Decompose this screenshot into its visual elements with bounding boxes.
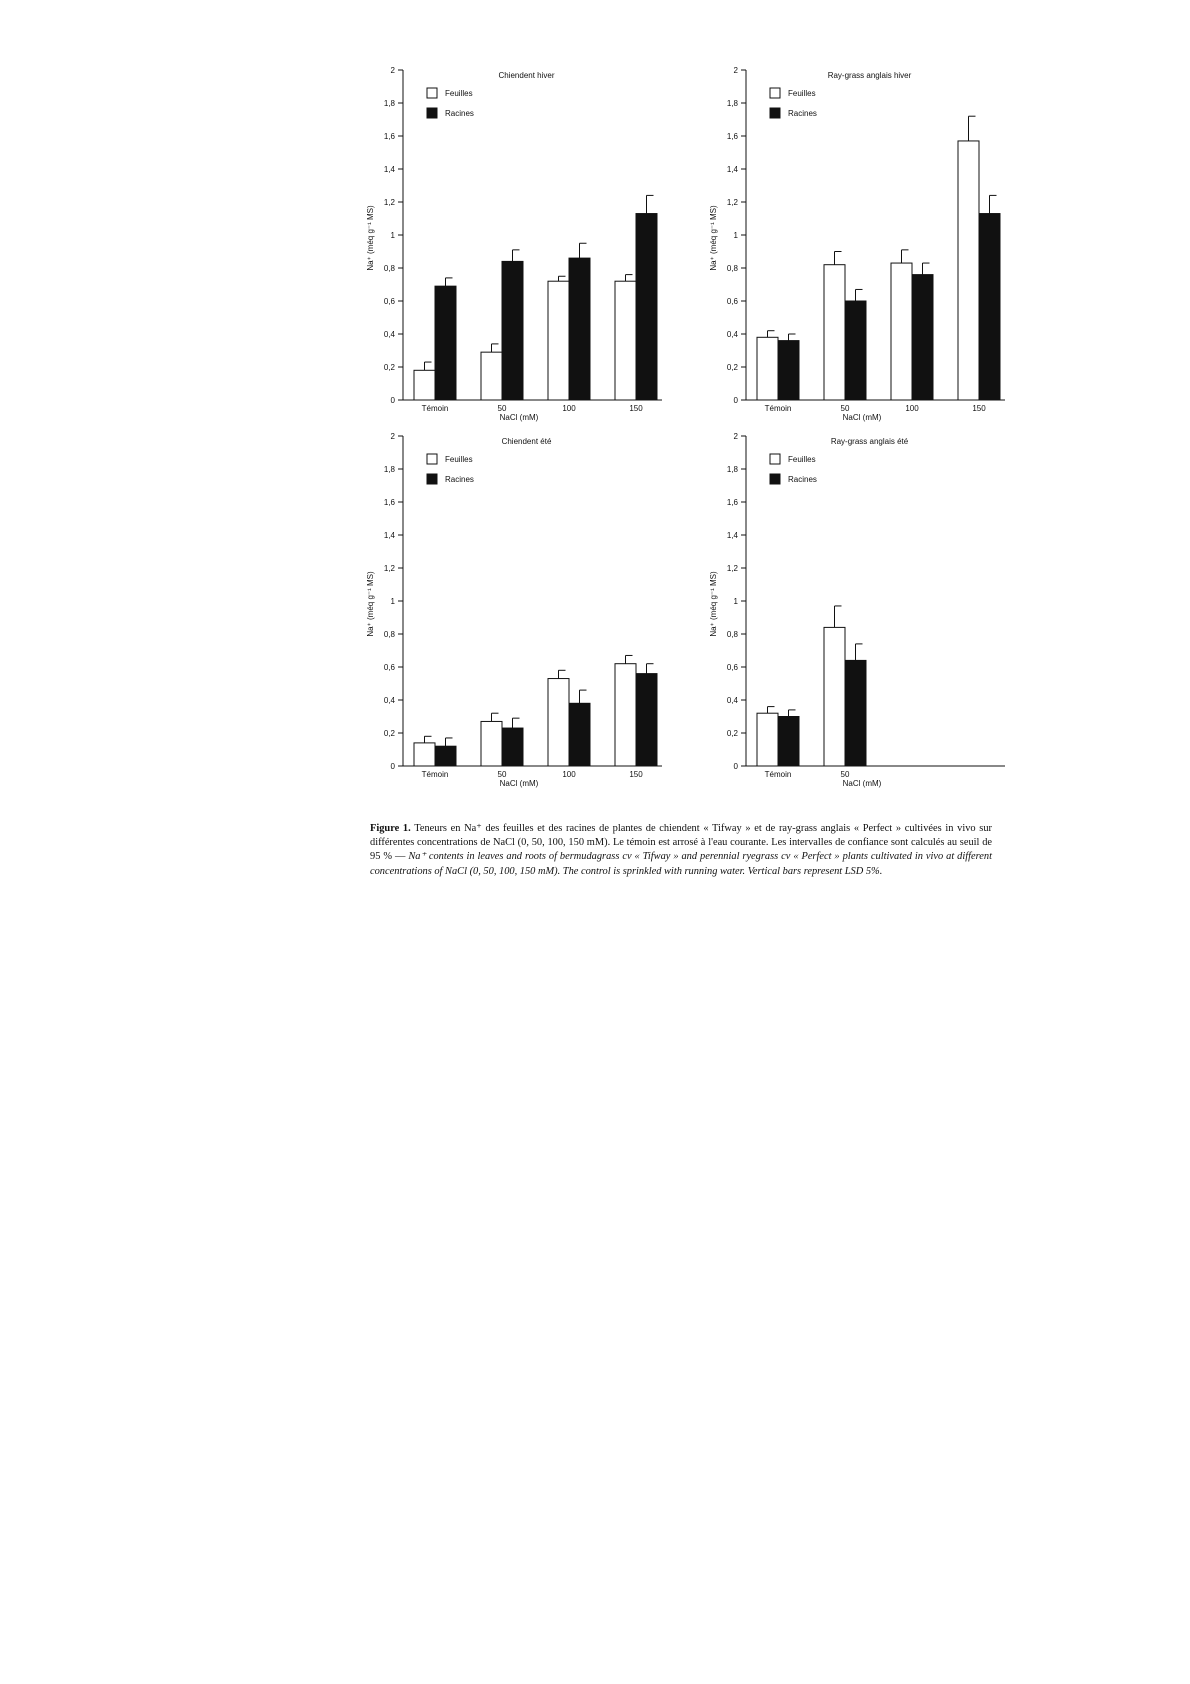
bar bbox=[481, 721, 502, 766]
y-tick-label: 1,4 bbox=[383, 531, 395, 540]
legend-label: Feuilles bbox=[445, 89, 473, 98]
y-tick-label: 0,2 bbox=[383, 363, 395, 372]
bar bbox=[502, 261, 523, 400]
y-tick-label: 1 bbox=[733, 231, 738, 240]
y-tick-label: 1,4 bbox=[383, 165, 395, 174]
y-tick-label: 1,4 bbox=[726, 531, 738, 540]
y-tick-label: 0,4 bbox=[383, 696, 395, 705]
x-tick-label: 100 bbox=[905, 404, 919, 413]
chart-title: Ray-grass anglais hiver bbox=[827, 71, 912, 80]
legend-label: Racines bbox=[788, 109, 817, 118]
y-tick-label: 0 bbox=[390, 762, 395, 771]
y-axis-label: Na⁺ (méq g⁻¹ MS) bbox=[709, 205, 718, 271]
y-tick-label: 1,2 bbox=[726, 564, 738, 573]
legend-swatch bbox=[427, 454, 437, 464]
legend-swatch bbox=[770, 88, 780, 98]
bar bbox=[757, 713, 778, 766]
legend-label: Feuilles bbox=[788, 455, 816, 464]
x-tick-label: 100 bbox=[562, 770, 576, 779]
legend-swatch bbox=[770, 474, 780, 484]
y-tick-label: 1 bbox=[390, 597, 395, 606]
bar bbox=[615, 281, 636, 400]
x-tick-label: Témoin bbox=[764, 770, 792, 779]
x-tick-label: 50 bbox=[497, 404, 507, 413]
bar bbox=[824, 265, 845, 400]
y-tick-label: 1,8 bbox=[726, 99, 738, 108]
y-tick-label: 0,4 bbox=[726, 330, 738, 339]
bar bbox=[845, 660, 866, 766]
y-tick-label: 0,8 bbox=[383, 264, 395, 273]
x-tick-label: Témoin bbox=[764, 404, 792, 413]
legend-swatch bbox=[427, 88, 437, 98]
legend-label: Racines bbox=[445, 475, 474, 484]
y-tick-label: 2 bbox=[390, 66, 395, 75]
x-axis-label: NaCl (mM) bbox=[842, 413, 882, 422]
legend-label: Feuilles bbox=[788, 89, 816, 98]
x-tick-label: Témoin bbox=[421, 404, 449, 413]
chart-panel-4 bbox=[709, 432, 1005, 788]
x-tick-label: Témoin bbox=[421, 770, 449, 779]
x-tick-label: 150 bbox=[629, 404, 643, 413]
figure-caption bbox=[370, 822, 992, 879]
y-tick-label: 0,6 bbox=[383, 297, 395, 306]
y-tick-label: 0,2 bbox=[726, 729, 738, 738]
legend-swatch bbox=[427, 474, 437, 484]
y-tick-label: 0 bbox=[733, 762, 738, 771]
legend-label: Feuilles bbox=[445, 455, 473, 464]
bar bbox=[778, 717, 799, 767]
y-tick-label: 1 bbox=[733, 597, 738, 606]
chart-title: Chiendent hiver bbox=[498, 71, 555, 80]
y-tick-label: 0,4 bbox=[383, 330, 395, 339]
y-tick-label: 1,8 bbox=[383, 465, 395, 474]
bar bbox=[615, 664, 636, 766]
x-tick-label: 50 bbox=[840, 404, 850, 413]
chart-title: Chiendent été bbox=[501, 437, 552, 446]
bar bbox=[958, 141, 979, 400]
y-tick-label: 2 bbox=[733, 66, 738, 75]
y-axis-label: Na⁺ (méq g⁻¹ MS) bbox=[366, 205, 375, 271]
y-tick-label: 1,4 bbox=[726, 165, 738, 174]
caption-lead: Figure 1. bbox=[370, 823, 411, 834]
y-tick-label: 1,6 bbox=[383, 132, 395, 141]
y-tick-label: 1,6 bbox=[726, 498, 738, 507]
bar bbox=[778, 341, 799, 400]
bar bbox=[845, 301, 866, 400]
y-tick-label: 2 bbox=[733, 432, 738, 441]
y-tick-label: 1,2 bbox=[726, 198, 738, 207]
caption-english-text: Na⁺ contents in leaves and roots of bermudagrass cv « Tifway » and perennial ryegrass cv « Perfect » plants cultivated in vivo at different concentrations of NaCl (0, 50, 100, 150 mM). The control is sprinkled with running water. Vertical bars represent LSD 5%. bbox=[370, 851, 993, 877]
y-tick-label: 0,2 bbox=[726, 363, 738, 372]
y-tick-label: 0 bbox=[733, 396, 738, 405]
y-axis-label: Na⁺ (méq g⁻¹ MS) bbox=[709, 571, 718, 637]
bar bbox=[502, 728, 523, 766]
y-tick-label: 1,2 bbox=[383, 564, 395, 573]
bar bbox=[481, 352, 502, 400]
chart-panel-1 bbox=[366, 66, 662, 422]
bar bbox=[435, 746, 456, 766]
legend-swatch bbox=[770, 108, 780, 118]
x-axis-label: NaCl (mM) bbox=[842, 779, 882, 788]
x-axis-label: NaCl (mM) bbox=[499, 413, 539, 422]
x-tick-label: 50 bbox=[497, 770, 507, 779]
y-tick-label: 1 bbox=[390, 231, 395, 240]
y-tick-label: 0,2 bbox=[383, 729, 395, 738]
chart-panel-3 bbox=[366, 432, 662, 788]
x-tick-label: 150 bbox=[629, 770, 643, 779]
bar bbox=[979, 214, 1000, 400]
bar bbox=[636, 674, 657, 766]
bar bbox=[636, 214, 657, 400]
y-tick-label: 0,6 bbox=[726, 297, 738, 306]
legend-swatch bbox=[427, 108, 437, 118]
y-tick-label: 1,6 bbox=[726, 132, 738, 141]
caption-french-text: Teneurs en Na⁺ des feuilles et des racines de plantes de chiendent « Tifway » et de ray-grass anglais « Perfect » cultivées in vivo sur différentes concentrations de NaCl (0, 50, 100, 150 mM). Le témoin est arrosé à l'eau courante. Les intervalles de confiance sont calculés au seuil de 95 % — bbox=[370, 823, 992, 863]
y-tick-label: 0,6 bbox=[726, 663, 738, 672]
bar bbox=[569, 703, 590, 766]
chart-panel-2 bbox=[709, 66, 1005, 422]
y-tick-label: 0,6 bbox=[383, 663, 395, 672]
y-tick-label: 1,8 bbox=[383, 99, 395, 108]
chart-title: Ray-grass anglais été bbox=[830, 437, 909, 446]
y-tick-label: 0,8 bbox=[726, 630, 738, 639]
bar bbox=[569, 258, 590, 400]
bar bbox=[435, 286, 456, 400]
bar bbox=[548, 679, 569, 766]
bar bbox=[912, 275, 933, 400]
x-axis-label: NaCl (mM) bbox=[499, 779, 539, 788]
bar bbox=[757, 337, 778, 400]
x-tick-label: 100 bbox=[562, 404, 576, 413]
legend-swatch bbox=[770, 454, 780, 464]
bar bbox=[414, 370, 435, 400]
legend-label: Racines bbox=[788, 475, 817, 484]
bar bbox=[824, 627, 845, 766]
y-tick-label: 1,2 bbox=[383, 198, 395, 207]
y-tick-label: 1,6 bbox=[383, 498, 395, 507]
y-tick-label: 0 bbox=[390, 396, 395, 405]
bar bbox=[891, 263, 912, 400]
bar bbox=[548, 281, 569, 400]
y-tick-label: 0,4 bbox=[726, 696, 738, 705]
y-tick-label: 2 bbox=[390, 432, 395, 441]
y-axis-label: Na⁺ (méq g⁻¹ MS) bbox=[366, 571, 375, 637]
legend-label: Racines bbox=[445, 109, 474, 118]
x-tick-label: 150 bbox=[972, 404, 986, 413]
y-tick-label: 0,8 bbox=[383, 630, 395, 639]
x-tick-label: 50 bbox=[840, 770, 850, 779]
y-tick-label: 1,8 bbox=[726, 465, 738, 474]
bar bbox=[414, 743, 435, 766]
y-tick-label: 0,8 bbox=[726, 264, 738, 273]
